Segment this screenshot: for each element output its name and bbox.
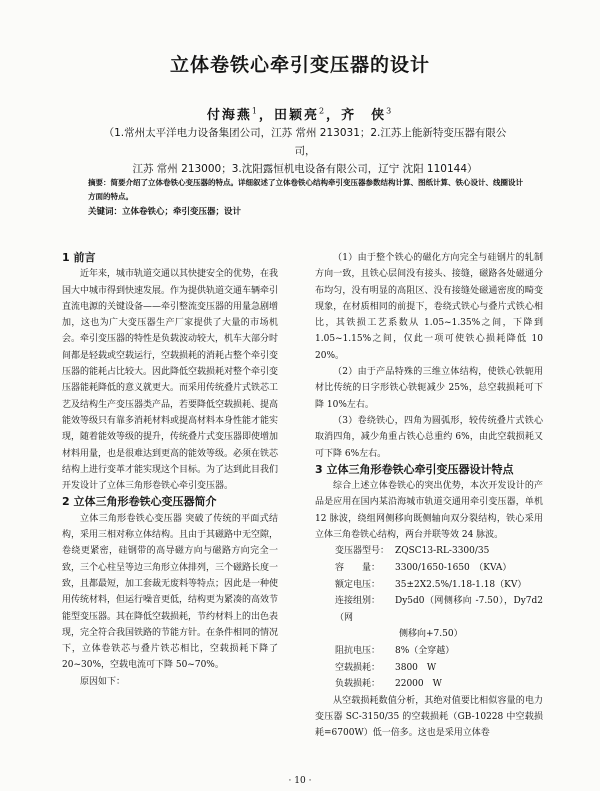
affiliation-line: （1.常州太平洋电力设备集团公司，江苏 常州 213031；2.江苏上能新特变压器有限公司， (103, 127, 507, 157)
spec-value: 35±2X2.5%/1.18-1.18（KV） (395, 579, 527, 590)
spec-value: Dy5d0（网侧移向 -7.50），Dy7d2（网 (335, 596, 543, 623)
abstract (88, 176, 528, 204)
section-heading: 2 立体三角形卷铁心变压器简介 (62, 495, 217, 509)
spec-key: 容 量： (335, 562, 381, 573)
author-sup: 2 (318, 106, 327, 116)
author-name: 齐 侠 (341, 108, 387, 123)
spec-value-continued: 侧移向+7.50） (399, 629, 463, 640)
spec-row (335, 660, 543, 677)
abstract-text: 简要介绍了立体卷铁心变压器的特点。详细叙述了立体卷铁心结构牵引变压器参数结构计算、图纸计算、铁心设计、线圈设计方面的特点。 (88, 178, 523, 201)
author-name: 付海燕 (206, 108, 252, 123)
spec-row (335, 543, 543, 560)
spec-value: 8%（全穿越） (395, 645, 455, 656)
spec-value: 22000 W (395, 679, 442, 690)
left-column (62, 250, 278, 690)
author-sup: 3 (386, 106, 394, 116)
paragraph: 原因如下： (80, 676, 126, 687)
abstract-label: 摘要： (88, 178, 111, 187)
author-name: 田颖亮 (273, 108, 319, 123)
spec-value: 3300/1650-1650 （KVA） (395, 562, 512, 573)
spec-list (315, 543, 543, 692)
section-heading: 1 前言 (62, 251, 96, 264)
spec-key: 变压器型号： (335, 546, 390, 557)
paragraph: 近年来，城市轨道交通以其快捷安全的优势，在我国大中城市得到快速发展。作为提供轨道交通车辆牵引直流电源的关键设备——牵引整流变压器的用量急剧增加，这也为广大变压器生产厂家提供了大量的市场机会。牵引变压器的特性是负载波动较大，机车大部分时间都是轻载或空载运行，空载损耗的消耗占整个牵引变压器的能耗占比较大。因此降低空载损耗对整个牵引变压器能耗降低的意义就更大。而采用传统叠片式铁芯工艺及结构生产变压器类产品，若要降低空载损耗、提高能效等级只有靠多消耗材料或提高材料本身性能才能实现，随着能效等级的提升，传统叠片式变压器即使增加材料用量，也是很难达到更高的能效等级。必须在铁芯结构上进行变革才能实现这个目标。为了达到此目我们开发设计了立体三角形卷铁心牵引变压器。 (62, 269, 279, 492)
paper-title: 立体卷铁心牵引变压器的设计 (169, 54, 430, 76)
spec-key: 额定电压： (335, 579, 381, 590)
author-line: 付海燕$^1$，田颖亮$^2$，齐 侠$^3$ (206, 106, 394, 123)
spec-value: ZQSC13-RL-3300/35 (395, 546, 490, 557)
right-column (315, 250, 543, 742)
paragraph: 从空载损耗数值分析，其绝对值要比相似容量的电力变压器 SC-3150/35 的空载损耗（GB-10228 中空载损耗=6700W）低一倍多。这也是采用立体卷 (315, 695, 543, 739)
paragraph: （1）由于整个铁心的磁化方向完全与硅钢片的轧制方向一致，且铁心层间没有接头、接缝，磁路各处磁通分布均匀，没有明显的高阻区、没有接缝处磁通密度的畸变现象，在材质相同的前提下，卷绕式铁心与叠片式铁心相比，其铁损工艺系数从 1.05~1.35%之间，下降到 1.05~1.15%之间，仅此一项可使铁心损耗降低 10 20%。 (315, 253, 543, 361)
spec-key: 连接组别： (335, 596, 381, 607)
paragraph: （3）卷绕铁心，四角为圆弧形，较传统叠片式铁心取消四角，减少角重占铁心总重约 6%，由此空载损耗又可下降 6%左右。 (315, 415, 543, 459)
spec-key: 空载损耗： (335, 662, 381, 673)
keywords-text: 立体卷铁心；牵引变压器；设计 (122, 207, 242, 217)
spec-key: 阻抗电压： (335, 645, 381, 656)
affiliation-line: 江苏 常州 213000；3.沈阳露恒机电设备有限公司，辽宁 沈阳 110144） (132, 163, 478, 175)
spec-row (335, 643, 543, 660)
paragraph: 立体三角形卷铁心变压器 突破了传统的平面式结构，采用三相对称立体结构。且由于其磁路中无空隙，卷绕更紧密，硅钢带的高导磁方向与磁路方向完全一致，三个心柱呈等边三角形立体排列，三个磁路长度一致，且都最短，加工套裁无废料等特点；因此是一种使用传统材料，但运行噪音更低，结构更为紧凑的高效节能型变压器。其在降低空载损耗，节约材料上的出色表现，完全符合我国铁路的节能方针。在条件相同的情况下，立体卷铁芯与叠片铁芯相比，空载损耗下降了 20~30%，空载电流可下降 50~70%。 (62, 513, 279, 671)
spec-row (335, 593, 543, 643)
spec-row (335, 560, 543, 577)
page-number: · 10 · (288, 776, 312, 786)
keywords (88, 205, 528, 217)
paragraph: （2）由于产品特殊的三维立体结构，使铁心铁轭用材比传统的日字形铁心铁轭减少 25%，总空载损耗可下降 10%左右。 (315, 367, 543, 410)
spec-value: 3800 W (395, 662, 437, 673)
spec-key: 负载损耗： (335, 679, 381, 690)
author-sup: 1 (251, 106, 259, 116)
section-heading: 3 立体三角形卷铁心牵引变压器设计特点 (315, 462, 514, 476)
affiliations (95, 124, 515, 178)
spec-row (335, 577, 543, 594)
keywords-label: 关键词： (88, 207, 123, 217)
spec-row (335, 676, 543, 693)
paragraph: 综合上述立体卷铁心的突出优势，本次开发设计的产品是应用在国内某沿海城市轨道交通用牵引变压器，单机 12 脉波，绕组网侧移向既侧轴向双分裂结构，铁心采用立体三角卷铁心结构，两台并联等效 24 脉波。 (315, 481, 543, 541)
